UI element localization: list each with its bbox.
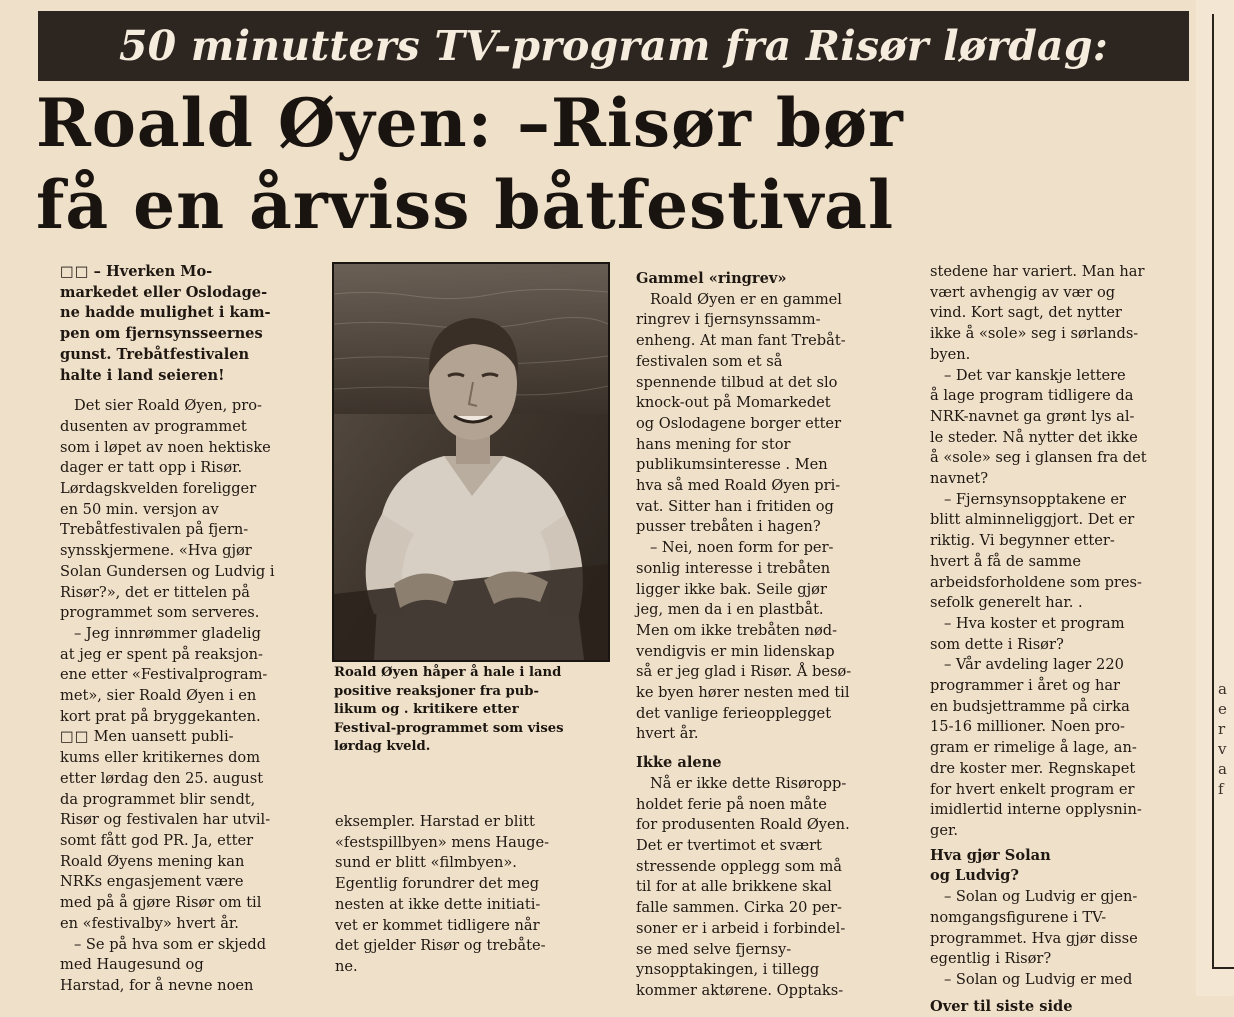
text-line: egentlig i Risør? [930,950,1052,968]
column-4 [930,262,1184,1017]
body-paragraph [636,774,894,1002]
text-line: sefolk generelt har. . [930,594,1083,612]
text-line: jeg, men da i en plastbåt. [636,601,824,619]
text-line: vært avhengig av vær og [930,283,1116,301]
text-line: at jeg er spent på reaksjon- [60,645,263,663]
continued-notice: Over til siste side [930,997,1073,1015]
text-line: ikke å «sole» seg i sørlands- [930,325,1139,343]
text-line: dusenten av programmet [60,417,247,435]
body-paragraph [930,490,1184,614]
text-line: og Oslodagene borger etter [636,414,842,432]
column-3 [636,269,894,1002]
text-line: så er jeg glad i Risør. Å besø- [636,663,852,681]
text-line: «festspillbyen» mens Hauge- [335,833,550,851]
subheading: Hva gjør Solan [930,846,1051,864]
text-line: å «sole» seg i glansen fra det [930,449,1147,467]
text-line: ligger ikke bak. Seile gjør [636,580,827,598]
text-line: blitt alminneliggjort. Det er [930,511,1135,529]
text-line: Risør?», det er tittelen på [60,583,250,601]
kicker-banner [38,11,1189,81]
body-paragraph [930,970,1184,991]
lead-line: pen om fjernsynsseernes [60,325,263,343]
text-line: pusser trebåten i hagen? [636,518,821,536]
text-line: programmet som serveres. [60,604,260,622]
body-paragraph [60,727,292,934]
lead-line: ne hadde mulighet i kam- [60,304,271,322]
adjacent-page-char: r [1218,720,1226,738]
body-paragraph [930,887,1184,970]
headline [36,82,1186,246]
adjacent-page-char: a [1218,760,1227,778]
text-line: stressende opplegg som må [636,857,842,875]
headline-line-2: få en årviss båtfestival [36,166,895,244]
text-line: dager er tatt opp i Risør. [60,459,243,477]
adjacent-page-char: a [1218,680,1227,698]
text-line: synsskjermene. «Hva gjør [60,542,252,560]
text-line: – Solan og Ludvig er med [944,970,1133,988]
text-line: Roald Øyen er en gammel [650,290,842,308]
adjacent-page-char: e [1218,700,1227,718]
paragraph-marker-icon: □□ [60,728,90,746]
adjacent-page-char: v [1218,740,1227,758]
text-line: spennende tilbud at det slo [636,373,838,391]
text-line: hvert å få de samme [930,552,1081,570]
text-line: vet er kommet tidligere når [335,916,540,934]
caption-line: Roald Øyen håper å hale i land [334,665,562,680]
text-line: – Hva koster et program [944,614,1125,632]
text-line: vind. Kort sagt, det nytter [930,304,1122,322]
text-line: kums eller kritikernes dom [60,749,261,767]
text-line: soner er i arbeid i forbindel- [636,919,846,937]
body-paragraph [60,624,292,728]
text-line: kommer aktørene. Opptaks- [636,981,844,999]
text-line: vendigvis er min lidenskap [636,642,835,660]
text-line: hva så med Roald Øyen pri- [636,477,841,495]
body-paragraph [636,290,894,538]
text-line: stedene har variert. Man har [930,263,1145,280]
subheading: Gammel «ringrev» [636,270,787,287]
text-line: til for at alle brikkene skal [636,878,832,896]
text-line: Risør og festivalen har utvil- [60,811,271,829]
text-line: gram er rimelige å lage, an- [930,739,1137,757]
text-line: med på å gjøre Risør om til [60,894,262,912]
text-line: ne. [335,957,358,975]
caption-line: likum og . kritikere etter [334,702,519,718]
caption-line: lørdag kveld. [334,739,431,755]
text-line: Roald Øyens mening kan [60,852,245,870]
text-line: Solan Gundersen og Ludvig i [60,562,275,580]
caption-line: positive reaksjoner fra pub- [334,683,539,699]
text-line: enheng. At man fant Trebåt- [636,332,846,350]
body-paragraph [930,366,1184,490]
adjacent-page-char: f [1218,780,1224,798]
lead-line: halte i land seieren! [60,366,225,384]
text-line: da programmet blir sendt, [60,790,256,808]
subheading: og Ludvig? [930,867,1019,885]
text-line: met», sier Roald Øyen i en [60,687,257,705]
lead-line: markedet eller Oslodage- [60,283,268,301]
text-line: holdet ferie på noen måte [636,795,827,813]
text-line: Lørdagskvelden foreligger [60,480,257,498]
lead-paragraph [60,262,292,386]
text-line: for hvert enkelt program er [930,780,1135,798]
text-line: dre koster mer. Regnskapet [930,759,1136,777]
column-rule-foot [1212,967,1234,969]
headline-line-1: Roald Øyen: –Risør bør [36,84,904,162]
lead-line: – Hverken Mo- [93,263,213,280]
text-line: imidlertid interne opplysnin- [930,801,1142,819]
text-line: ger. [930,821,958,839]
adjacent-page-margin [1196,0,1234,996]
text-line: NRKs engasjement være [60,873,244,891]
text-line: le steder. Nå nytter det ikke [930,428,1138,446]
text-line: – Se på hva som er skjedd [74,935,267,953]
text-line: eksempler. Harstad er blitt [335,813,535,830]
body-paragraph [930,614,1184,655]
text-line: hans mening for stor [636,435,791,453]
text-line: NRK-navnet ga grønt lys al- [930,407,1135,425]
body-paragraph [60,935,292,997]
text-line: nomgangsfigurene i TV- [930,908,1107,926]
text-line: ke byen hører nesten med til [636,684,850,702]
text-line: for produsenten Roald Øyen. [636,816,850,834]
text-line: se med selve fjernsy- [636,940,792,958]
text-line: – Fjernsynsopptakene er [944,490,1127,508]
column-2-continuation [335,812,598,978]
text-line: arbeidsforholdene som pres- [930,573,1142,591]
text-line: Men uansett publi- [93,728,234,746]
text-line: Men om ikke trebåten nød- [636,621,838,639]
text-line: – Nei, noen form for per- [650,539,834,557]
text-line: som i løpet av noen hektiske [60,438,271,456]
text-line: hvert år. [636,725,699,743]
text-line: det vanlige ferieopplegget [636,704,832,722]
text-line: programmer i året og har [930,677,1121,695]
text-line: – Det var kanskje lettere [944,366,1126,384]
body-paragraph [930,262,1184,366]
text-line: kort prat på bryggekanten. [60,707,261,725]
caption-line: Festival-programmet som vises [334,720,564,736]
column-1 [60,262,292,997]
text-line: Harstad, for å nevne noen [60,976,254,994]
text-line: Det sier Roald Øyen, pro- [74,397,262,415]
text-line: sonlig interesse i trebåten [636,559,831,577]
text-line: – Vår avdeling lager 220 [944,656,1124,674]
text-line: Trebåtfestivalen på fjern- [60,521,249,539]
photo-illustration [334,264,608,660]
lead-line: gunst. Trebåtfestivalen [60,345,250,363]
portrait-photo [332,262,610,662]
body-paragraph [636,538,894,745]
text-line: vat. Sitter han i fritiden og [636,497,834,515]
text-line: etter lørdag den 25. august [60,769,264,787]
text-line: ene etter «Festivalprogram- [60,666,268,684]
body-paragraph [60,396,292,624]
text-line: publikumsinteresse . Men [636,456,828,474]
text-line: ynsopptakingen, i tillegg [636,961,820,979]
text-line: somt fått god PR. Ja, etter [60,831,254,849]
text-line: – Solan og Ludvig er gjen- [944,888,1138,906]
text-line: som dette i Risør? [930,635,1064,653]
text-line: en budsjettramme på cirka [930,697,1130,715]
text-line: ringrev i fjernsynssamm- [636,311,821,329]
text-line: det gjelder Risør og trebåte- [335,937,546,955]
text-line: nesten at ikke dette initiati- [335,895,541,913]
text-line: Egentlig forundrer det meg [335,875,540,893]
body-paragraph [930,655,1184,841]
text-line: en «festivalby» hvert år. [60,914,239,932]
text-line: å lage program tidligere da [930,387,1134,405]
text-line: 15-16 millioner. Noen pro- [930,718,1125,736]
text-line: Det er tvertimot et svært [636,836,822,854]
text-line: sund er blitt «filmbyen». [335,854,517,872]
text-line: – Jeg innrømmer gladelig [74,624,261,642]
text-line: festivalen som et så [636,352,783,370]
text-line: byen. [930,345,971,363]
subheading: Ikke alene [636,754,722,772]
text-line: programmet. Hva gjør disse [930,929,1138,947]
text-line: Nå er ikke dette Risøropp- [650,774,847,792]
text-line: med Haugesund og [60,956,204,974]
photo-caption [334,664,606,757]
text-line: navnet? [930,470,989,488]
paragraph-marker-icon: □□ [60,263,90,280]
kicker-text: 50 minutters TV-program fra Risør lørdag: [118,22,1109,70]
text-line: riktig. Vi begynner etter- [930,532,1115,550]
column-rule [1212,14,1214,969]
text-line: knock-out på Momarkedet [636,394,831,412]
text-line: en 50 min. versjon av [60,500,219,518]
text-line: falle sammen. Cirka 20 per- [636,899,842,917]
